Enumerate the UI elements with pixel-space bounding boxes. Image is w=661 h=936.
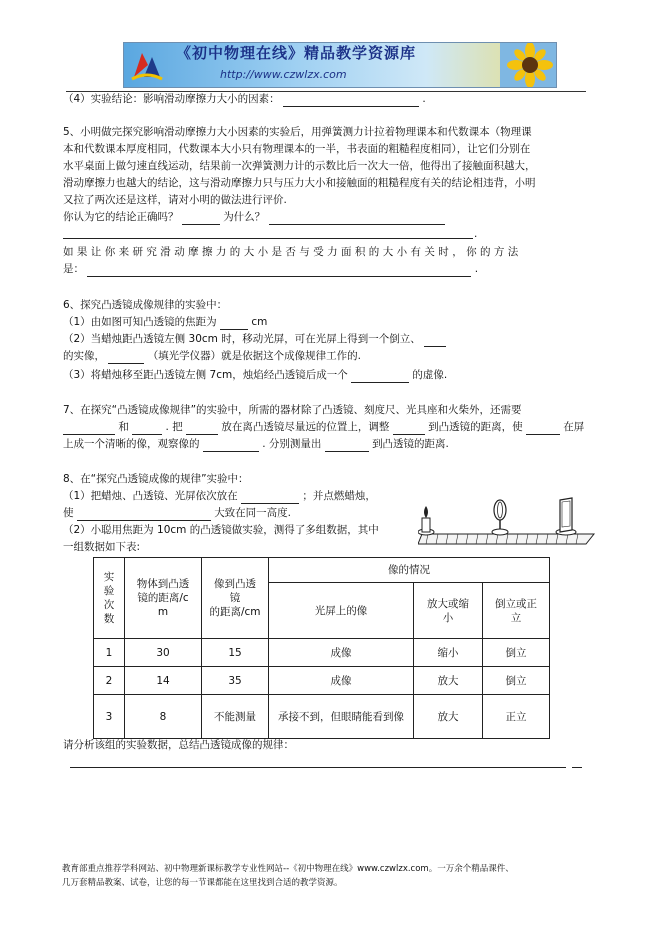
q7-item2-blank[interactable] (132, 422, 162, 435)
q5-method-end: . (474, 263, 479, 275)
q6-p3-text: （3）将蜡烛移至距凸透镜左侧 7cm，烛焰经凸透镜后成一个 (63, 369, 348, 381)
banner-url[interactable]: http://www.czwlzx.com (220, 68, 347, 81)
q7-measure-end: 到凸透镜的距离. (372, 438, 449, 450)
q5-line1: 5、小明做完探究影响滑动摩擦力大小因素的实验后，用弹簧测力计拉着物理课本和代数课本（物理课 (63, 126, 532, 138)
q5-question (63, 210, 445, 225)
header-image-case: 像的情况 (269, 558, 550, 583)
header-banner (123, 42, 557, 88)
q5-line2: 本和代数课本厚度相同，代数课本大小只有物理课本的一半，书表面的粗糙程度相同），让它们分别在 (63, 143, 531, 155)
q8-place-blank[interactable] (241, 491, 299, 504)
q8-part1-cont (63, 506, 291, 521)
cell-screen-image: 成像 (269, 639, 414, 667)
q5-ask-correct: 你认为它的结论正确吗？ (63, 211, 179, 223)
q5-ask-why: 为什么？ (223, 211, 266, 223)
header-orientation: 倒立或正 立 (483, 583, 550, 639)
q8-title: 8、在“探究凸透镜成像的规律”实验中： (63, 473, 249, 485)
q5-line4: 滑动摩擦力也越大的结论，这与滑动摩擦力只与压力大小和接触面的粗糙程度有关的结论相违背，小明 (63, 177, 536, 189)
q6-virtual-image-blank[interactable] (351, 370, 409, 383)
optical-bench-diagram (418, 496, 598, 546)
q6-focal-blank[interactable] (220, 317, 248, 330)
q6-part1 (63, 315, 267, 330)
q6-title: 6、探究凸透镜成像规律的实验中： (63, 299, 228, 311)
q5-correct-blank[interactable] (182, 212, 220, 225)
cell-trial: 2 (94, 667, 125, 695)
cell-screen-image: 成像 (269, 667, 414, 695)
q6-instrument-blank[interactable] (108, 351, 144, 364)
q7-distance: 到凸透镜的距离，使 (428, 421, 523, 433)
q7-measure-blank[interactable] (325, 439, 369, 452)
cell-orientation: 倒立 (483, 667, 550, 695)
q5-line3: 水平桌面上做匀速直线运动，结果前一次弹簧测力计的示数比后一次大一倍，他得出了接触面积越大， (63, 160, 536, 172)
cell-size: 缩小 (414, 639, 483, 667)
q7-target-blank[interactable] (526, 422, 560, 435)
cell-object-distance: 14 (125, 667, 202, 695)
cell-object-distance: 30 (125, 639, 202, 667)
cell-orientation: 倒立 (483, 639, 550, 667)
cell-image-distance: 35 (202, 667, 269, 695)
q8-ask: 请分析该组的实验数据，总结凸透镜成像的规律： (63, 739, 294, 751)
q7-adjust: 放在离凸透镜尽量远的位置上，调整 (221, 421, 390, 433)
q4-end: . (422, 93, 426, 105)
header-size: 放大或缩 小 (414, 583, 483, 639)
q6-p2-cont-text: 的实像， (63, 350, 105, 362)
light-screen-icon (556, 498, 576, 535)
q6-part2-cont (63, 349, 361, 364)
candle-icon (418, 506, 434, 535)
header-object-distance: 物体到凸透 镜的距离/c m (125, 558, 202, 639)
q8-p1-text: （1）把蜡烛、凸透镜、光屏依次放在 (63, 490, 238, 502)
q6-p3-end: 的虚像. (412, 369, 448, 381)
q7-line1: 7、在探究“凸透镜成像规律”的实验中，所需的器材除了凸透镜、刻度尺、光具座和火柴外，还需要 (63, 404, 522, 416)
q5-why-blank-line2[interactable] (63, 238, 473, 239)
cell-size: 放大 (414, 667, 483, 695)
cell-screen-image: 承接不到，但眼睛能看到像 (269, 695, 414, 739)
q6-p1-text: （1）由如图可知凸透镜的焦距为 (63, 316, 217, 328)
q7-observe-blank[interactable] (203, 439, 259, 452)
q7-observe: 上成一个清晰的像，观察像的 (63, 438, 200, 450)
q7-measure: . 分别测量出 (262, 438, 322, 450)
q5-why-blank[interactable] (269, 212, 445, 225)
optical-bench-icon (418, 534, 594, 544)
q7-put: . 把 (165, 421, 183, 433)
footer-line2: 几万套精品教案、试卷，让您的每一节课都能在这里找到合适的教学资源。 (62, 878, 343, 888)
q7-on-screen: 在屏 (563, 421, 585, 433)
table-row (94, 639, 550, 667)
cell-image-distance: 不能测量 (202, 695, 269, 739)
q7-adjust-blank[interactable] (393, 422, 425, 435)
q7-line3 (63, 437, 449, 452)
cell-trial: 3 (94, 695, 125, 739)
q8-part2-cont: 一组数据如下表: (63, 541, 141, 553)
convex-lens-icon (492, 500, 508, 535)
cell-object-distance: 8 (125, 695, 202, 739)
q7-and: 和 (118, 421, 129, 433)
q6-part2 (63, 332, 446, 347)
sunflower-icon (500, 43, 556, 87)
q5-why-dot: . (474, 228, 478, 240)
q8-summary-blank-end[interactable] (572, 767, 582, 768)
cell-orientation: 正立 (483, 695, 550, 739)
cell-size: 放大 (414, 695, 483, 739)
header-trial: 实 验 次 数 (94, 558, 125, 639)
q8-part1 (63, 489, 376, 504)
q5-line5: 又拉了两次还是这样，请对小明的做法进行评价. (63, 194, 287, 206)
site-logo-icon (130, 47, 164, 83)
header-screen-image: 光屏上的像 (269, 583, 414, 639)
q8-p1-end: 大致在同一高度. (214, 507, 292, 519)
q5-method-answer (63, 262, 478, 277)
q8-part2: （2）小聪用焦距为 10cm 的凸透镜做实验，测得了多组数据，其中 (63, 524, 379, 536)
q6-p2-text: （2）当蜡烛距凸透镜左侧 30cm 时，移动光屏，可在光屏上得到一个倒立、 (63, 333, 421, 345)
table-header-row (94, 558, 550, 583)
experiment-data-table (93, 557, 550, 739)
q6-image-type-blank[interactable] (424, 334, 446, 347)
q4-label: （4）实验结论：影响滑动摩擦力大小的因素： (63, 93, 280, 105)
q8-summary-blank[interactable] (70, 767, 566, 768)
table-row (94, 667, 550, 695)
q6-p2-instrument-text: （填光学仪器）就是依据这个成像规律工作的. (147, 350, 362, 362)
cell-trial: 1 (94, 639, 125, 667)
page-footer (62, 862, 514, 890)
footer-line1: 教育部重点推荐学科网站、初中物理新课标教学专业性网站--《初中物理在线》www.czwlzx.com。一万余个精品课件、 (62, 864, 514, 874)
q8-p1-make: 使 (63, 507, 74, 519)
q4-answer-blank[interactable] (283, 94, 419, 107)
q6-part3 (63, 368, 447, 383)
q5-method-blank[interactable] (87, 264, 471, 277)
banner-title: 《初中物理在线》精品教学资源库 (176, 44, 417, 62)
cell-image-distance: 15 (202, 639, 269, 667)
header-image-distance: 像到凸透 镜 的距离/cm (202, 558, 269, 639)
q7-item1-blank[interactable] (63, 422, 115, 435)
q5-method-label: 是： (63, 263, 84, 275)
q8-centers-blank[interactable] (77, 508, 211, 521)
q7-line2 (63, 420, 584, 435)
table-row (94, 695, 550, 739)
q6-p1-unit: cm (251, 316, 268, 328)
q4-line (63, 92, 426, 107)
q8-p1-light: ；并点燃蜡烛， (302, 490, 376, 502)
q5-method-line: 如果让你来研究滑动摩擦力的大小是否与受力面积的大小有关时，你的方法 (63, 246, 522, 258)
q7-object-blank[interactable] (186, 422, 218, 435)
